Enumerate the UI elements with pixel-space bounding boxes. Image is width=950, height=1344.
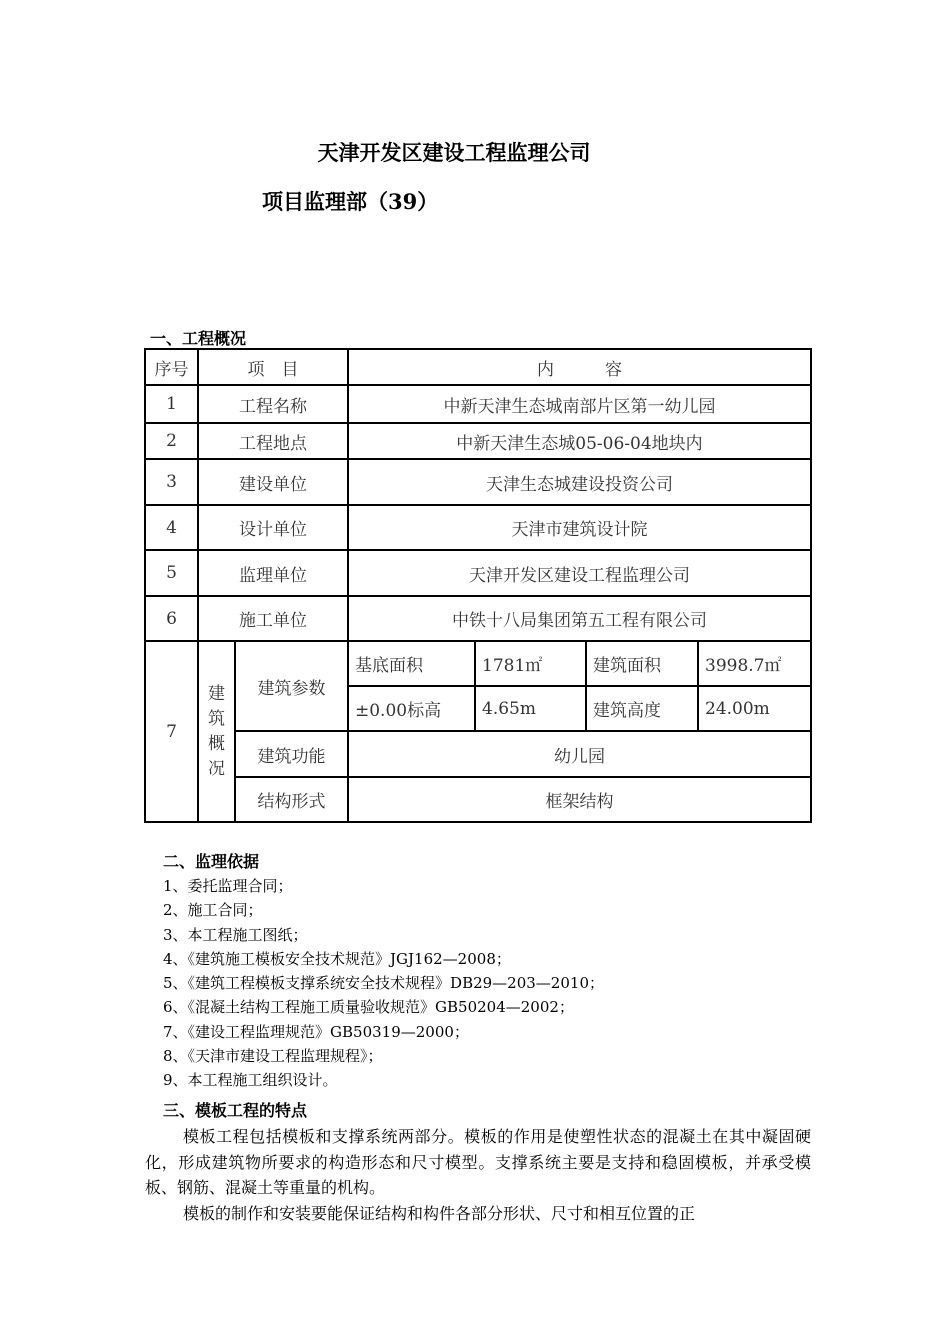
row-item: 施工单位 [198, 596, 348, 641]
row-no: 2 [145, 423, 198, 459]
section-3-heading: 三、模板工程的特点 [163, 1101, 308, 1120]
base-area-value: 1781㎡ [475, 641, 586, 686]
list-item: 3、本工程施工图纸； [163, 925, 308, 944]
row-item: 工程地点 [198, 423, 348, 459]
row-content: 天津市建筑设计院 [348, 505, 811, 550]
department-title: 项目监理部（39） [262, 189, 439, 214]
table-row [145, 550, 811, 596]
row-content: 天津生态城建设投资公司 [348, 459, 811, 505]
build-area-label: 建筑面积 [586, 641, 698, 686]
row-content: 中铁十八局集团第五工程有限公司 [348, 596, 811, 641]
elevation-label: ±0.00标高 [348, 686, 475, 731]
height-label: 建筑高度 [586, 686, 698, 731]
table-row [145, 459, 811, 505]
row-item: 建设单位 [198, 459, 348, 505]
function-label: 建筑功能 [235, 731, 348, 777]
params-label: 建筑参数 [235, 641, 348, 731]
elevation-value: 4.65m [475, 686, 586, 731]
formwork-description [145, 1124, 811, 1226]
list-item: 9、本工程施工组织设计。 [163, 1071, 338, 1090]
row-no: 1 [145, 385, 198, 423]
row-no: 3 [145, 459, 198, 505]
table-row-7d [145, 777, 811, 822]
row-content: 中新天津生态城05-06-04地块内 [348, 423, 811, 459]
row-item: 监理单位 [198, 550, 348, 596]
build-area-value: 3998.7㎡ [698, 641, 811, 686]
row-item: 设计单位 [198, 505, 348, 550]
list-item: 4、《建筑施工模板安全技术规范》JGJ162—2008； [163, 949, 511, 968]
header-no: 序号 [145, 349, 198, 385]
function-value: 幼儿园 [348, 731, 811, 777]
paragraph: 模板工程包括模板和支撑系统两部分。模板的作用是使塑性状态的混凝土在其中凝固硬化，形成建筑物所要求的构造形态和尺寸模型。支撑系统主要是支持和稳固模板，并承受模板、钢筋、混凝土等重量的机构。 [145, 1127, 811, 1197]
section-1-heading: 一、工程概况 [150, 329, 247, 348]
row-content: 天津开发区建设工程监理公司 [348, 550, 811, 596]
table-row-7a [145, 641, 811, 686]
structure-label: 结构形式 [235, 777, 348, 822]
row-content: 中新天津生态城南部片区第一幼儿园 [348, 385, 811, 423]
company-title: 天津开发区建设工程监理公司 [317, 140, 591, 165]
list-item: 2、施工合同； [163, 901, 263, 920]
structure-value: 框架结构 [348, 777, 811, 822]
header-item: 项 目 [198, 349, 348, 385]
group-label-text: 建筑概况 [208, 683, 225, 779]
list-item: 6、《混凝土结构工程施工质量验收规范》GB50204—2002； [163, 998, 574, 1017]
row-no: 7 [145, 641, 198, 822]
table-row [145, 423, 811, 459]
table-row [145, 385, 811, 423]
table-row [145, 596, 811, 641]
section-2-heading: 二、监理依据 [163, 852, 260, 871]
paragraph: 模板的制作和安装要能保证结构和构件各部分形状、尺寸和相互位置的正 [183, 1203, 696, 1223]
project-overview-table [144, 348, 812, 823]
row-no: 6 [145, 596, 198, 641]
base-area-label: 基底面积 [348, 641, 475, 686]
list-item: 5、《建筑工程模板支撑系统安全技术规程》DB29—203—2010； [163, 974, 604, 993]
list-item: 7、《建设工程监理规范》GB50319—2000； [163, 1022, 469, 1041]
header-content: 内 容 [348, 349, 811, 385]
row-no: 4 [145, 505, 198, 550]
list-item: 8、《天津市建设工程监理规程》； [163, 1047, 383, 1066]
row-no: 5 [145, 550, 198, 596]
list-item: 1、委托监理合同； [163, 877, 293, 895]
table-header-row [145, 349, 811, 385]
height-value: 24.00m [698, 686, 811, 731]
table-row [145, 505, 811, 550]
table-row-7c [145, 731, 811, 777]
basis-list [163, 874, 604, 1093]
row-item: 工程名称 [198, 385, 348, 423]
group-label-building-overview [198, 641, 235, 822]
